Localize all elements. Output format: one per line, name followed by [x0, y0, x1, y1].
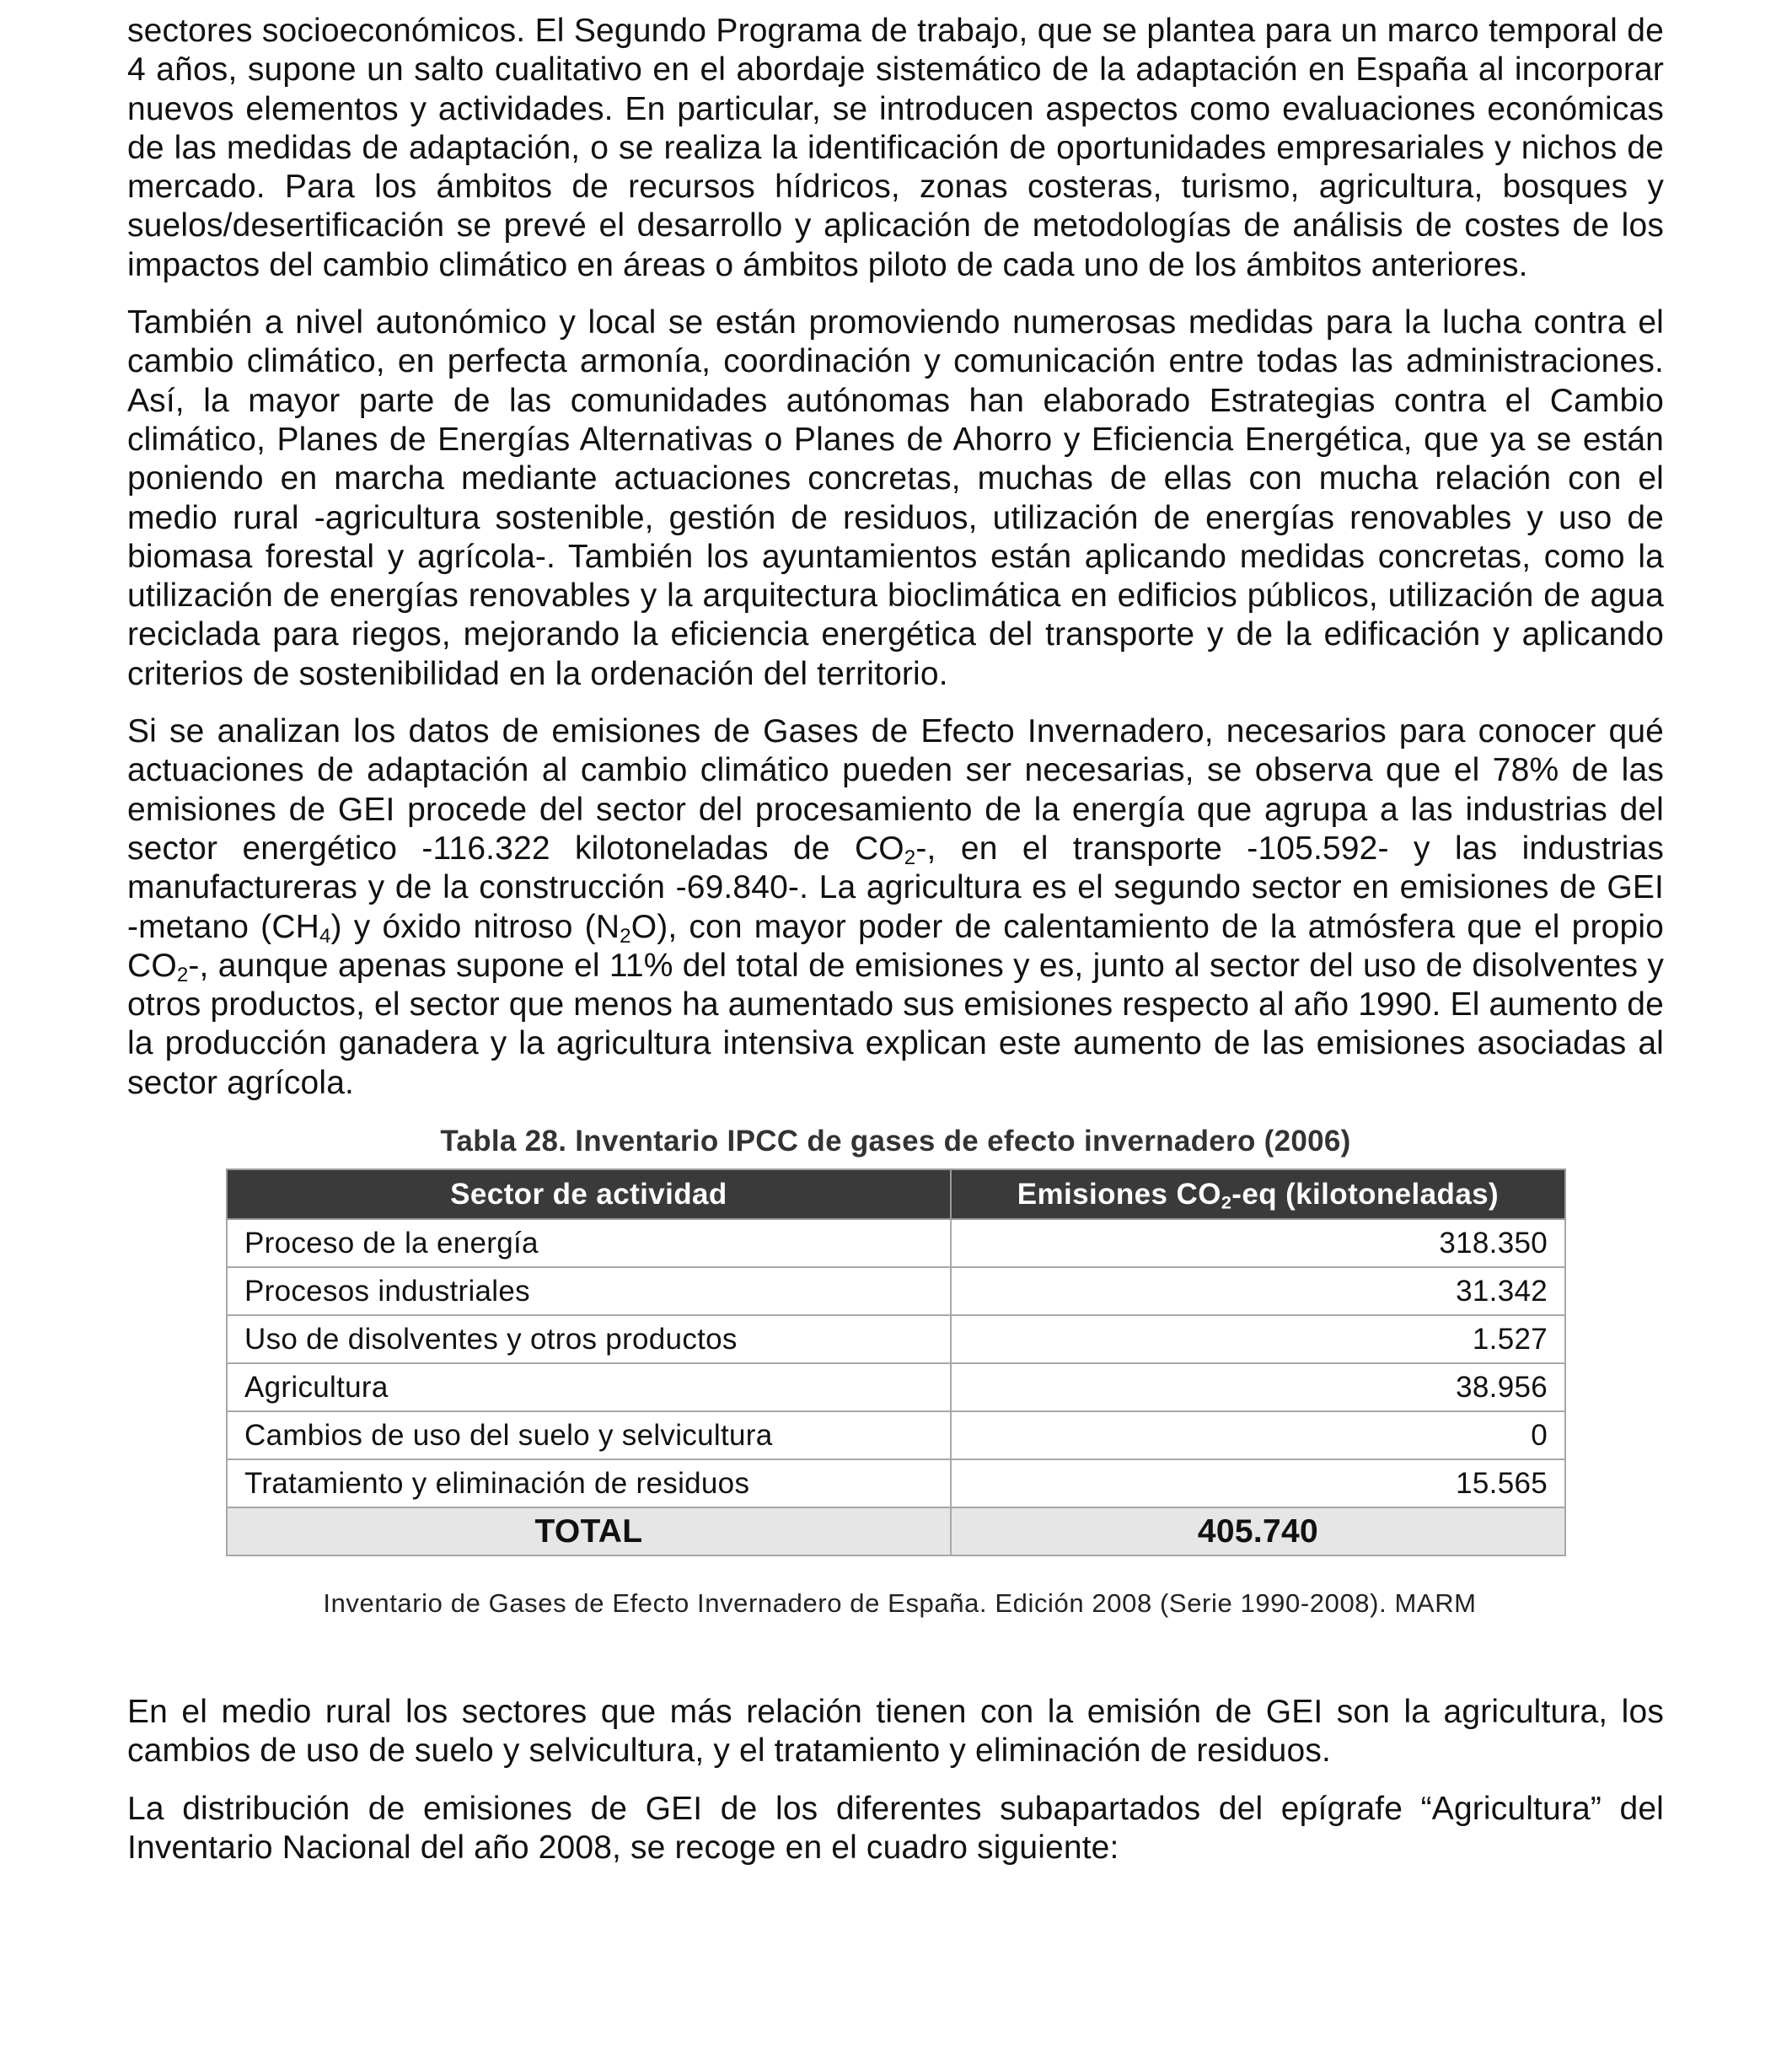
text-fragment: O), con mayor poder de calentamiento de la atmósfera que el propio CO — [127, 908, 1664, 984]
emissions-cell: 318.350 — [951, 1219, 1565, 1267]
emissions-cell: 38.956 — [951, 1363, 1565, 1411]
closing-section — [127, 1693, 1664, 1867]
text-fragment: Si se analizan los datos de emisiones de Gases de Efecto Invernadero, necesarios para conocer qué actuaciones de adaptación al cambio climático pueden ser necesarias, se observa que el 78% de las emisiones de GEI procede del sector del procesamiento de la energía que agrupa a las industrias del sector energético -116.322 kilotoneladas de CO — [127, 713, 1664, 867]
sector-cell: Tratamiento y eliminación de residuos — [227, 1459, 951, 1507]
text-fragment: -, aunque apenas supone el 11% del total de emisiones y es, junto al sector del uso de disolventes y otros productos, el sector que menos ha aumentado sus emisiones respecto al año 1990. El aumento de la producción ganadera y la agricultura intensiva explican este aumento de las emisiones asociadas al sector agrícola. — [127, 947, 1664, 1101]
emissions-cell: 0 — [951, 1411, 1565, 1459]
table-caption: Tabla 28. Inventario IPCC de gases de efecto invernadero (2006) — [440, 1125, 1351, 1158]
table-row — [227, 1315, 1565, 1363]
emissions-cell: 31.342 — [951, 1267, 1565, 1315]
sector-cell: Agricultura — [227, 1363, 951, 1411]
sector-cell: Cambios de uso del suelo y selvicultura — [227, 1411, 951, 1459]
table-row — [227, 1411, 1565, 1459]
paragraph-adaptation-program: sectores socioeconómicos. El Segundo Programa de trabajo, que se plantea para un marco temporal de 4 años, supone un salto cualitativo en el abordaje sistemático de la adaptación en España al incorporar nuevos elementos y actividades. En particular, se introducen aspectos como evaluaciones económicas de las medidas de adaptación, o se realiza la identificación de oportunidades empresariales y nichos de mercado. Para los ámbitos de recursos hídricos, zonas costeras, turismo, agricultura, bosques y suelos/desertificación se prevé el desarrollo y aplicación de metodologías de análisis de costes de los impactos del cambio climático en áreas o ámbitos piloto de cada uno de los ámbitos anteriores. — [127, 13, 1664, 283]
subscript: 4 — [319, 924, 331, 948]
emissions-inventory-table — [226, 1168, 1566, 1556]
column-header-sector: Sector de actividad — [227, 1169, 951, 1219]
text-fragment: -, en el transporte -105.592- y las industrias manufactureras y de la construcción -69.840-. La agricultura es el segundo sector en emisiones de GEI -metano (CH — [127, 830, 1664, 945]
emissions-cell: 1.527 — [951, 1315, 1565, 1363]
total-value: 405.740 — [951, 1507, 1565, 1555]
emissions-cell: 15.565 — [951, 1459, 1565, 1507]
paragraph-emissions-analysis — [127, 712, 1664, 1103]
subscript: 2 — [904, 846, 916, 869]
subscript: 2 — [620, 924, 631, 948]
paragraph-agriculture-distribution: La distribución de emisiones de GEI de los diferentes subapartados del epígrafe “Agricultura” del Inventario Nacional del año 2008, se recoge en el cuadro siguiente: — [127, 1790, 1664, 1866]
table-row — [227, 1267, 1565, 1315]
table-row — [227, 1459, 1565, 1507]
table-row — [227, 1363, 1565, 1411]
sector-cell: Procesos industriales — [227, 1267, 951, 1315]
table-row — [227, 1219, 1565, 1267]
table-source-note: Inventario de Gases de Efecto Invernadero de España. Edición 2008 (Serie 1990-2008). MARM — [323, 1588, 1477, 1619]
header-fragment: -eq (kilotoneladas) — [1231, 1177, 1500, 1211]
column-header-emissions — [951, 1169, 1565, 1219]
subscript: 2 — [1221, 1190, 1232, 1212]
document-page — [127, 12, 1664, 1867]
table-header-row — [227, 1169, 1565, 1219]
total-label: TOTAL — [227, 1507, 951, 1555]
header-fragment: Emisiones CO — [1017, 1177, 1221, 1211]
paragraph-rural-sectors: En el medio rural los sectores que más relación tienen con la emisión de GEI son la agricultura, los cambios de uso de suelo y selvicultura, y el tratamiento y eliminación de residuos. — [127, 1694, 1664, 1770]
subscript: 2 — [176, 963, 189, 986]
table-total-row — [227, 1507, 1565, 1555]
paragraph-regional-measures: También a nivel autonómico y local se están promoviendo numerosas medidas para la lucha contra el cambio climático, en perfecta armonía, coordinación y comunicación entre todas las administraciones. Así, la mayor parte de las comunidades autónomas han elaborado Estrategias contra el Cambio climático, Planes de Energías Alternativas o Planes de Ahorro y Eficiencia Energética, que ya se están poniendo en marcha mediante actuaciones concretas, muchas de ellas con mucha relación con el medio rural -agricultura sostenible, gestión de residuos, utilización de energías renovables y uso de biomasa forestal y agrícola-. También los ayuntamientos están aplicando medidas concretas, como la utilización de energías renovables y la arquitectura bioclimática en edificios públicos, utilización de agua reciclada para riegos, mejorando la eficiencia energética del transporte y de la edificación y aplicando criterios de sostenibilidad en la ordenación del territorio. — [127, 304, 1664, 692]
text-fragment: ) y óxido nitroso (N — [330, 908, 620, 945]
sector-cell: Proceso de la energía — [227, 1219, 951, 1267]
sector-cell: Uso de disolventes y otros productos — [227, 1315, 951, 1363]
